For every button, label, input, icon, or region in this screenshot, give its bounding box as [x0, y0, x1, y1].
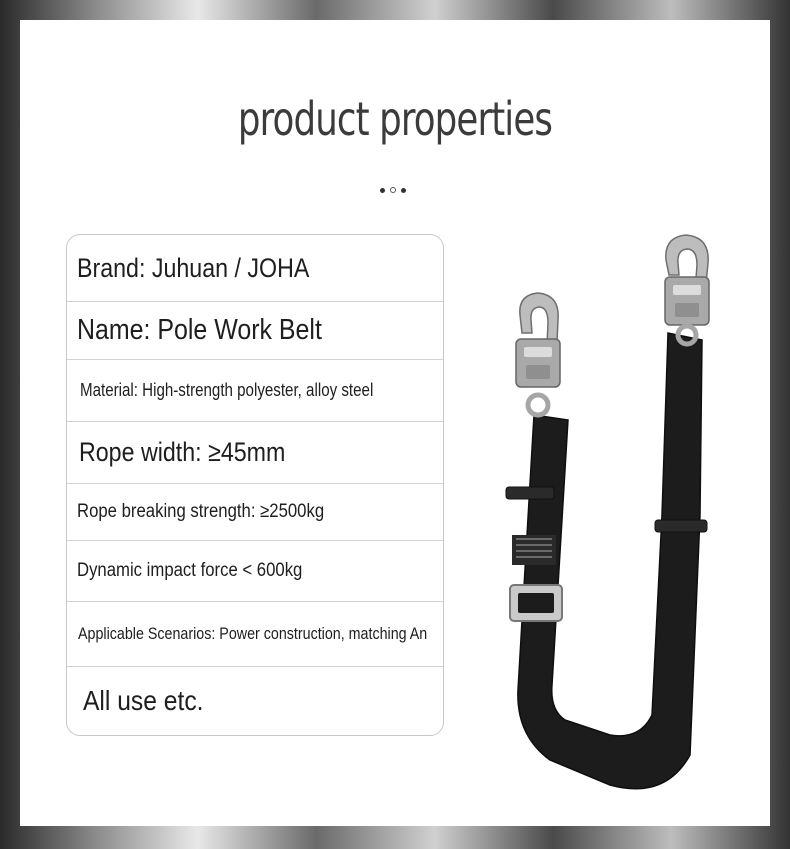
property-text: Brand: Juhuan / JOHA — [77, 252, 310, 283]
pager-dot — [401, 188, 406, 193]
property-text: Dynamic impact force < 600kg — [77, 560, 303, 581]
property-row-impact-force — [67, 541, 443, 602]
pole-work-belt-image — [490, 215, 740, 815]
pager-dot-active — [390, 187, 396, 193]
left-keeper — [506, 487, 554, 499]
page-title: product properties — [237, 92, 553, 146]
left-snap-hook — [516, 293, 560, 415]
property-row-rope-width — [67, 422, 443, 484]
property-row-name — [67, 302, 443, 360]
property-text: Material: High-strength polyester, alloy steel — [80, 380, 374, 400]
property-text: Name: Pole Work Belt — [77, 314, 322, 346]
property-text: Rope width: ≥45mm — [79, 437, 286, 467]
property-row-scenarios — [67, 602, 443, 667]
property-text: Applicable Scenarios: Power construction, matching An — [78, 624, 428, 643]
right-keeper — [655, 520, 707, 532]
pager-dots — [380, 187, 406, 193]
pager-dot — [380, 188, 385, 193]
adjuster-buckle — [510, 585, 562, 621]
property-row-use — [67, 667, 443, 735]
property-row-brand — [67, 235, 443, 302]
right-snap-hook — [665, 235, 709, 344]
properties-table — [66, 234, 444, 736]
property-text: Rope breaking strength: ≥2500kg — [77, 501, 325, 522]
property-text: All use etc. — [83, 685, 204, 716]
property-row-breaking-strength — [67, 484, 443, 541]
property-row-material — [67, 360, 443, 422]
stitch-panel — [512, 535, 556, 565]
product-card — [20, 20, 770, 826]
